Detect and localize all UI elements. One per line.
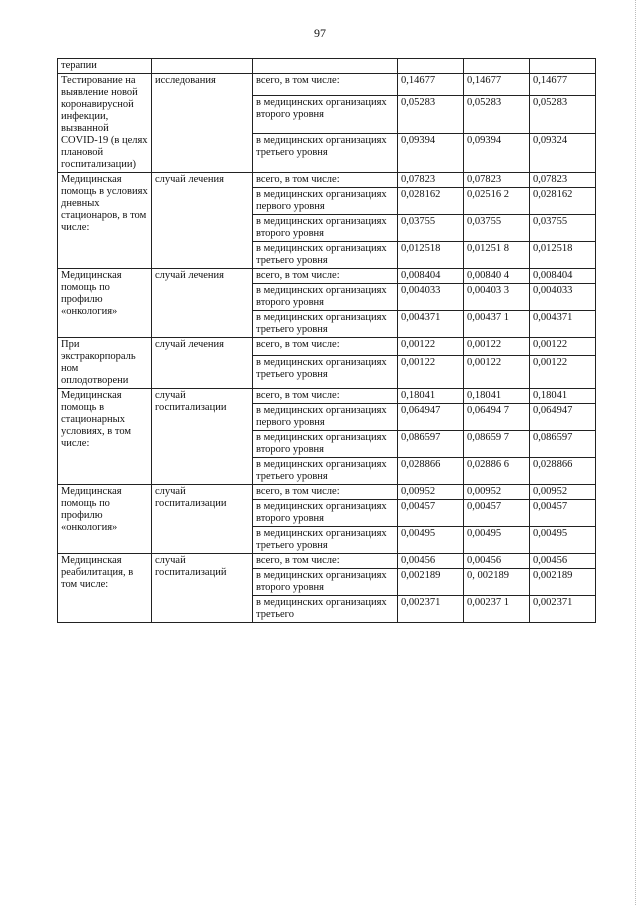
level-cell: всего, в том числе:: [253, 338, 398, 356]
table-row: [58, 173, 596, 188]
page-number: 97: [314, 26, 326, 40]
level-cell: в медицинских организациях третьего: [253, 596, 398, 623]
value-2023-cell: 0,002189: [530, 569, 596, 596]
indicator-name-cell: терапии: [58, 59, 152, 74]
value-2021-cell: 0,03755: [398, 215, 464, 242]
value-2022-cell: 0, 002189: [464, 569, 530, 596]
value-2022-cell: 0,18041: [464, 389, 530, 404]
value-2021-cell: 0,07823: [398, 173, 464, 188]
value-2021-cell: 0,00122: [398, 356, 464, 389]
level-cell: всего, в том числе:: [253, 389, 398, 404]
value-2021-cell: 0,002371: [398, 596, 464, 623]
value-2022-cell: 0,00457: [464, 500, 530, 527]
table-row: [58, 59, 596, 74]
table-row: [58, 269, 596, 284]
value-2021-cell: 0,00456: [398, 554, 464, 569]
value-2021-cell: 0,00457: [398, 500, 464, 527]
level-cell: в медицинских организациях второго уровня: [253, 284, 398, 311]
table-row: [58, 389, 596, 404]
indicator-name-cell: При экстракорпораль ном оплодотворени: [58, 338, 152, 389]
table-body: [58, 59, 596, 623]
level-cell: в медицинских организациях второго уровня: [253, 95, 398, 134]
value-2023-cell: 0,004371: [530, 311, 596, 338]
value-2023-cell: 0,064947: [530, 404, 596, 431]
value-2022-cell: 0,09394: [464, 134, 530, 173]
level-cell: в медицинских организациях третьего уровня: [253, 527, 398, 554]
value-2022-cell: 0,00237 1: [464, 596, 530, 623]
value-2023-cell: 0,00456: [530, 554, 596, 569]
unit-cell: исследования: [152, 74, 253, 173]
value-2021-cell: 0,002189: [398, 569, 464, 596]
unit-cell: случай госпитализации: [152, 485, 253, 554]
value-2022-cell: 0,00403 3: [464, 284, 530, 311]
value-2023-cell: 0,086597: [530, 431, 596, 458]
value-2023-cell: 0,00457: [530, 500, 596, 527]
value-2021-cell: 0,00495: [398, 527, 464, 554]
value-2023-cell: 0,09324: [530, 134, 596, 173]
value-2023-cell: 0,008404: [530, 269, 596, 284]
level-cell: в медицинских организациях второго уровня: [253, 569, 398, 596]
value-2021-cell: 0,008404: [398, 269, 464, 284]
value-2021-cell: 0,00122: [398, 338, 464, 356]
level-cell: всего, в том числе:: [253, 173, 398, 188]
unit-cell: случай госпитализации: [152, 389, 253, 485]
level-cell: в медицинских организациях второго уровня: [253, 215, 398, 242]
value-2023-cell: 0,028866: [530, 458, 596, 485]
table-row: [58, 338, 596, 356]
value-2022-cell: 0,00122: [464, 356, 530, 389]
value-2022-cell: 0,07823: [464, 173, 530, 188]
value-2022-cell: 0,14677: [464, 74, 530, 96]
value-2023-cell: 0,004033: [530, 284, 596, 311]
value-2022-cell: 0,02886 6: [464, 458, 530, 485]
value-2022-cell: 0,00952: [464, 485, 530, 500]
value-2023-cell: 0,14677: [530, 74, 596, 96]
value-2021-cell: 0,004371: [398, 311, 464, 338]
value-2023-cell: 0,18041: [530, 389, 596, 404]
scan-edge: [634, 0, 636, 905]
value-2021-cell: 0,00952: [398, 485, 464, 500]
value-2021-cell: 0,14677: [398, 74, 464, 96]
indicator-name-cell: Медицинская помощь в стационарных условиях, в том числе:: [58, 389, 152, 485]
level-cell: в медицинских организациях третьего уровня: [253, 458, 398, 485]
value-2023-cell: 0,00495: [530, 527, 596, 554]
value-2022-cell: 0,03755: [464, 215, 530, 242]
unit-cell: случай лечения: [152, 173, 253, 269]
level-cell: в медицинских организациях первого уровня: [253, 404, 398, 431]
level-cell: всего, в том числе:: [253, 485, 398, 500]
level-cell: всего, в том числе:: [253, 269, 398, 284]
value-2023-cell: [530, 59, 596, 74]
value-2022-cell: 0,06494 7: [464, 404, 530, 431]
value-2022-cell: 0,00437 1: [464, 311, 530, 338]
value-2021-cell: [398, 59, 464, 74]
level-cell: в медицинских организациях третьего уровня: [253, 134, 398, 173]
value-2021-cell: 0,028162: [398, 188, 464, 215]
unit-cell: [152, 59, 253, 74]
value-2023-cell: 0,07823: [530, 173, 596, 188]
value-2022-cell: 0,00122: [464, 338, 530, 356]
indicator-table: [57, 58, 596, 623]
indicator-name-cell: Медицинская помощь в условиях дневных стационаров, в том числе:: [58, 173, 152, 269]
level-cell: в медицинских организациях третьего уровня: [253, 356, 398, 389]
level-cell: в медицинских организациях второго уровня: [253, 500, 398, 527]
value-2022-cell: 0,05283: [464, 95, 530, 134]
table-row: [58, 554, 596, 569]
value-2023-cell: 0,028162: [530, 188, 596, 215]
unit-cell: случай лечения: [152, 269, 253, 338]
table-row: [58, 74, 596, 96]
value-2022-cell: 0,00456: [464, 554, 530, 569]
value-2023-cell: 0,012518: [530, 242, 596, 269]
indicator-name-cell: Медицинская реабилитация, в том числе:: [58, 554, 152, 623]
value-2021-cell: 0,004033: [398, 284, 464, 311]
value-2021-cell: 0,012518: [398, 242, 464, 269]
level-cell: всего, в том числе:: [253, 554, 398, 569]
value-2023-cell: 0,00122: [530, 338, 596, 356]
value-2023-cell: 0,00122: [530, 356, 596, 389]
level-cell: в медицинских организациях третьего уровня: [253, 242, 398, 269]
value-2023-cell: 0,00952: [530, 485, 596, 500]
value-2022-cell: 0,00495: [464, 527, 530, 554]
level-cell: всего, в том числе:: [253, 74, 398, 96]
indicator-name-cell: Тестирование на выявление новой коронавирусной инфекции, вызванной COVID-19 (в целях плановой госпитализации): [58, 74, 152, 173]
value-2022-cell: [464, 59, 530, 74]
value-2021-cell: 0,028866: [398, 458, 464, 485]
level-cell: в медицинских организациях второго уровня: [253, 431, 398, 458]
value-2021-cell: 0,064947: [398, 404, 464, 431]
indicator-name-cell: Медицинская помощь по профилю «онкология»: [58, 269, 152, 338]
value-2022-cell: 0,01251 8: [464, 242, 530, 269]
value-2022-cell: 0,00840 4: [464, 269, 530, 284]
level-cell: [253, 59, 398, 74]
unit-cell: случай лечения: [152, 338, 253, 389]
table-row: [58, 485, 596, 500]
level-cell: в медицинских организациях третьего уровня: [253, 311, 398, 338]
value-2021-cell: 0,09394: [398, 134, 464, 173]
value-2022-cell: 0,08659 7: [464, 431, 530, 458]
value-2023-cell: 0,03755: [530, 215, 596, 242]
value-2023-cell: 0,002371: [530, 596, 596, 623]
value-2021-cell: 0,086597: [398, 431, 464, 458]
value-2022-cell: 0,02516 2: [464, 188, 530, 215]
value-2021-cell: 0,18041: [398, 389, 464, 404]
value-2021-cell: 0,05283: [398, 95, 464, 134]
level-cell: в медицинских организациях первого уровня: [253, 188, 398, 215]
indicator-name-cell: Медицинская помощь по профилю «онкология»: [58, 485, 152, 554]
value-2023-cell: 0,05283: [530, 95, 596, 134]
unit-cell: случай госпитализаций: [152, 554, 253, 623]
